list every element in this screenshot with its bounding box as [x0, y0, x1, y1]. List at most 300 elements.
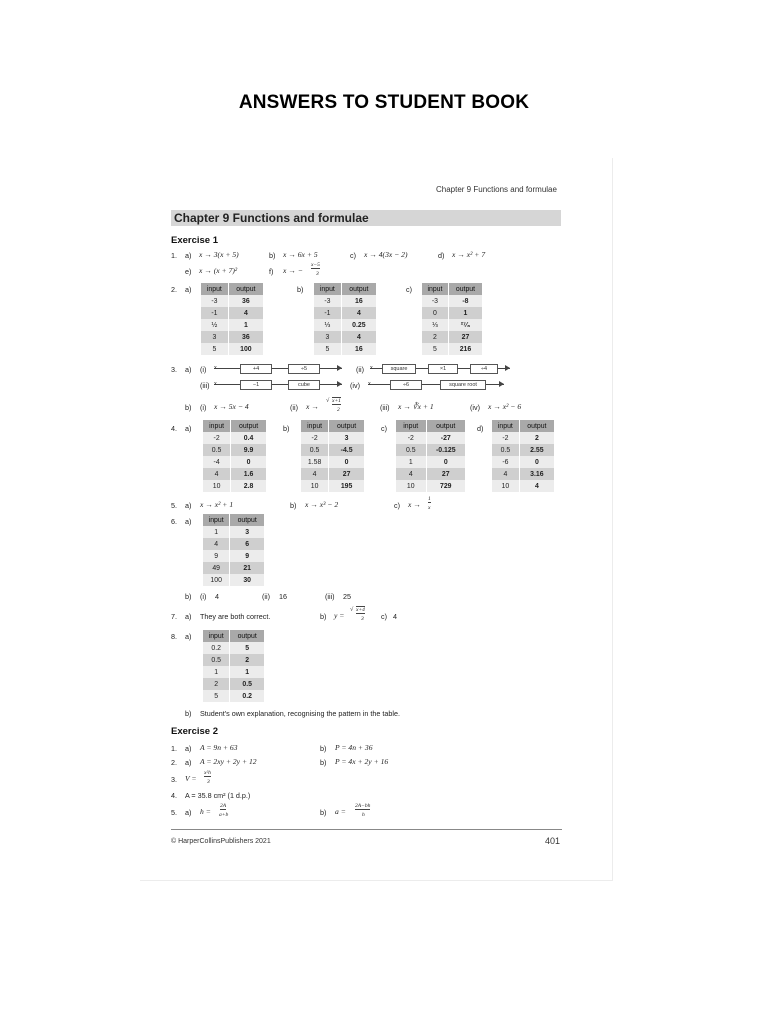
output-cell: 27: [329, 468, 364, 480]
q7-a-label: a): [185, 612, 192, 621]
column-header: input: [201, 283, 228, 295]
output-cell: 0.2: [230, 690, 264, 702]
q7-a-answer: They are both correct.: [200, 612, 271, 621]
q3-b-ii-prefix: x →: [306, 402, 319, 411]
output-cell: 3.16: [519, 468, 554, 480]
q1-b-label: b): [269, 251, 276, 260]
table-row: [492, 480, 554, 492]
input-cell: -2: [492, 432, 519, 444]
table-row: [203, 642, 264, 654]
output-cell: ²⁷⁄₈: [448, 319, 482, 331]
input-cell: 0.5: [203, 444, 231, 456]
ex2-q5-b-numerator: 2A−bh: [355, 803, 371, 809]
q1-d-answer: x → x² + 7: [452, 250, 486, 259]
output-cell: 1: [228, 319, 263, 331]
q8-a-table: [203, 630, 264, 702]
q6-b-iii-answer: 25: [343, 592, 351, 601]
table-row: [203, 574, 264, 586]
output-cell: 729: [426, 480, 465, 492]
q3-b-iv-answer: x → x² − 6: [488, 402, 522, 411]
input-cell: 10: [396, 480, 426, 492]
q1-b-answer: x → 6x + 5: [283, 250, 318, 259]
input-cell: ½: [201, 319, 228, 331]
output-cell: 36: [228, 331, 263, 343]
q3-b-i-label: (i): [200, 403, 207, 412]
input-cell: 10: [203, 480, 231, 492]
ex2-q3-denominator: 3: [207, 779, 210, 785]
q4-number: 4.: [171, 424, 177, 433]
ex2-q3-prefix: V =: [185, 774, 197, 783]
table-row: [396, 480, 465, 492]
table-row: [203, 654, 264, 666]
table-row: [201, 331, 263, 343]
table-header-row: [301, 420, 364, 432]
output-cell: -0.125: [426, 444, 465, 456]
output-cell: 0: [519, 456, 554, 468]
ex2-q4-answer: A = 35.8 cm² (1 d.p.): [185, 791, 251, 800]
table-header-row: [422, 283, 482, 295]
q2-c-table: [422, 283, 482, 355]
output-cell: 4: [341, 331, 376, 343]
input-cell: 49: [203, 562, 230, 574]
q2-a-table: [201, 283, 263, 355]
input-cell: 1: [396, 456, 426, 468]
table-row: [314, 343, 376, 355]
output-cell: 21: [230, 562, 264, 574]
output-cell: 100: [228, 343, 263, 355]
ex2-q2-a-answer: A = 2xy + 2y + 12: [200, 757, 257, 766]
q4-d-label: d): [477, 424, 484, 433]
ex2-q5-a-numerator: 2A: [220, 803, 227, 809]
q4-c-label: c): [381, 424, 387, 433]
input-cell: 3: [314, 331, 341, 343]
input-cell: 1: [203, 526, 230, 538]
input-cell: 4: [396, 468, 426, 480]
output-cell: 4: [341, 307, 376, 319]
q5-b-answer: x → x³ − 2: [305, 500, 339, 509]
q1-f-label: f): [269, 267, 274, 276]
input-cell: 9: [203, 550, 230, 562]
q6-b-ii-answer: 16: [279, 592, 287, 601]
table-row: [314, 331, 376, 343]
table-row: [492, 432, 554, 444]
output-cell: 9: [230, 550, 264, 562]
machine-box: ÷6: [390, 380, 422, 390]
table-row: [492, 456, 554, 468]
table-row: [301, 432, 364, 444]
column-header: output: [230, 514, 264, 526]
column-header: input: [314, 283, 341, 295]
q5-c-label: c): [394, 501, 400, 510]
q7-c-answer: 4: [393, 612, 397, 621]
input-cell: 100: [203, 574, 230, 586]
q6-a-table: [203, 514, 264, 586]
running-header: Chapter 9 Functions and formulae: [436, 185, 557, 194]
output-cell: 2.8: [231, 480, 266, 492]
output-cell: 216: [448, 343, 482, 355]
ex2-q1-number: 1.: [171, 744, 177, 753]
q8-a-label: a): [185, 632, 192, 641]
input-cell: -2: [301, 432, 329, 444]
output-cell: 0: [231, 456, 266, 468]
output-cell: 2.55: [519, 444, 554, 456]
input-cell: -3: [201, 295, 228, 307]
output-cell: 6: [230, 538, 264, 550]
table-row: [396, 468, 465, 480]
table-row: [201, 295, 263, 307]
machine-box: square: [382, 364, 416, 374]
column-header: output: [230, 630, 264, 642]
q1-f-numerator: x−5: [311, 262, 320, 268]
output-cell: 0.25: [341, 319, 376, 331]
output-cell: -27: [426, 432, 465, 444]
input-cell: 4: [492, 468, 519, 480]
q3-number: 3.: [171, 365, 177, 374]
ex2-q5-a-denominator: a+b: [219, 812, 229, 818]
q3-b-ii-denominator: 2: [337, 407, 340, 413]
column-header: output: [329, 420, 364, 432]
q3-ii-label: (ii): [356, 365, 364, 374]
ex2-q3-numerator: x²h: [204, 770, 211, 776]
q6-number: 6.: [171, 517, 177, 526]
column-header: output: [341, 283, 376, 295]
output-cell: 16: [341, 343, 376, 355]
output-cell: 27: [426, 468, 465, 480]
radical-sign: √: [326, 398, 330, 404]
q7-c-label: c): [381, 612, 387, 621]
ex2-q5-number: 5.: [171, 808, 177, 817]
q2-a-label: a): [185, 285, 192, 294]
table-row: [203, 678, 264, 690]
q2-b-table: [314, 283, 376, 355]
input-cell: ⅓: [314, 319, 341, 331]
column-header: output: [519, 420, 554, 432]
ex2-q5-a-prefix: h =: [200, 807, 211, 816]
column-header: input: [396, 420, 426, 432]
ex2-q2-b-answer: P = 4x + 2y + 16: [335, 757, 389, 766]
machine-box: −1: [240, 380, 272, 390]
exercise-2-heading: Exercise 2: [171, 726, 219, 737]
machine-line: [214, 384, 342, 385]
input-cell: 0.5: [492, 444, 519, 456]
table-row: [203, 444, 266, 456]
table-row: [203, 456, 266, 468]
column-header: output: [231, 420, 266, 432]
table-header-row: [203, 630, 264, 642]
arrow-icon: [505, 365, 510, 371]
machine-box: cube: [288, 380, 320, 390]
table-row: [203, 538, 264, 550]
table-row: [203, 690, 264, 702]
table-row: [203, 432, 266, 444]
table-row: [396, 432, 465, 444]
table-row: [203, 468, 266, 480]
q3-b-iii-answer: x → ∛x + 1: [398, 402, 434, 411]
table-header-row: [396, 420, 465, 432]
q3-b-i-answer: x → 5x − 4: [214, 402, 249, 411]
q6-b-i-label: (i): [200, 592, 207, 601]
table-row: [422, 319, 482, 331]
input-cell: 5: [314, 343, 341, 355]
q5-b-label: b): [290, 501, 297, 510]
input-cell: 4: [203, 468, 231, 480]
q4-a-table: [203, 420, 266, 492]
page-number: 401: [545, 836, 561, 846]
table-row: [422, 343, 482, 355]
table-row: [301, 468, 364, 480]
q8-b-label: b): [185, 709, 192, 718]
table-header-row: [203, 420, 266, 432]
q5-a-label: a): [185, 501, 192, 510]
output-cell: 9.9: [231, 444, 266, 456]
input-cell: 1.58: [301, 456, 329, 468]
q1-a-answer: x → 3(x + 5): [199, 250, 239, 259]
ex2-q3-number: 3.: [171, 775, 177, 784]
q3-iii-label: (iii): [200, 381, 210, 390]
q3-a-label: a): [185, 365, 192, 374]
q7-b-label: b): [320, 612, 327, 621]
output-cell: 30: [230, 574, 264, 586]
q5-c-denominator: x: [428, 505, 431, 511]
q5-c-prefix: x →: [408, 500, 421, 509]
ex2-q1-b-answer: P = 4n + 36: [335, 743, 373, 752]
output-cell: 36: [228, 295, 263, 307]
q7-number: 7.: [171, 612, 177, 621]
machine-box: ÷5: [288, 364, 320, 374]
q6-b-ii-label: (ii): [262, 592, 270, 601]
table-row: [301, 444, 364, 456]
table-row: [422, 331, 482, 343]
ex2-q2-a-label: a): [185, 758, 192, 767]
q1-d-label: d): [438, 251, 445, 260]
q1-e-label: e): [185, 267, 192, 276]
q4-c-table: [396, 420, 465, 492]
output-cell: -8: [448, 295, 482, 307]
output-cell: 4: [228, 307, 263, 319]
output-cell: 2: [519, 432, 554, 444]
input-cell: 5: [203, 690, 230, 702]
output-cell: -4.5: [329, 444, 364, 456]
ex2-q4-number: 4.: [171, 791, 177, 800]
ex2-q1-b-label: b): [320, 744, 327, 753]
input-cell: 0.2: [203, 642, 230, 654]
input-cell: 5: [201, 343, 228, 355]
table-row: [396, 444, 465, 456]
table-row: [314, 295, 376, 307]
q1-e-answer: x → (x + 7)²: [199, 266, 238, 275]
input-cell: 5: [422, 343, 448, 355]
column-header: output: [448, 283, 482, 295]
table-header-row: [203, 514, 264, 526]
table-row: [203, 480, 266, 492]
table-header-row: [492, 420, 554, 432]
table-row: [201, 343, 263, 355]
column-header: output: [426, 420, 465, 432]
q3-iii-function-machine: [214, 380, 342, 389]
input-cell: -1: [201, 307, 228, 319]
q4-b-label: b): [283, 424, 290, 433]
q3-iv-label: (iv): [350, 381, 360, 390]
q1-c-label: c): [350, 251, 356, 260]
column-header: input: [422, 283, 448, 295]
column-header: input: [301, 420, 329, 432]
output-cell: 16: [341, 295, 376, 307]
q6-b-label: b): [185, 592, 192, 601]
input-cell: 1: [203, 666, 230, 678]
machine-box: ×1: [428, 364, 458, 374]
document-title: ANSWERS TO STUDENT BOOK: [238, 92, 530, 113]
input-cell: 2: [203, 678, 230, 690]
table-row: [201, 319, 263, 331]
q2-c-label: c): [406, 285, 412, 294]
output-cell: 195: [329, 480, 364, 492]
table-row: [301, 480, 364, 492]
q6-b-iii-label: (iii): [325, 592, 335, 601]
q3-i-label: (i): [200, 365, 207, 374]
output-cell: 0.5: [230, 678, 264, 690]
input-cell: -2: [203, 432, 231, 444]
output-cell: 0: [329, 456, 364, 468]
input-cell: 0.5: [203, 654, 230, 666]
input-cell: 3: [201, 331, 228, 343]
ex2-q5-a-label: a): [185, 808, 192, 817]
output-cell: 1.6: [231, 468, 266, 480]
q3-b-iii-label: (iii): [380, 403, 390, 412]
chapter-title: Chapter 9 Functions and formulae: [174, 211, 369, 225]
q3-iv-function-machine: [368, 380, 504, 389]
output-cell: 4: [519, 480, 554, 492]
ex2-q2-number: 2.: [171, 758, 177, 767]
table-row: [492, 444, 554, 456]
q7-b-denominator: 3: [361, 616, 364, 622]
q1-c-answer: x → 4(3x − 2): [364, 250, 408, 259]
q3-b-ii-numerator: x+1: [332, 398, 341, 404]
q3-i-function-machine: [214, 364, 342, 373]
table-row: [422, 307, 482, 319]
input-cell: 0.5: [396, 444, 426, 456]
ex2-q2-b-label: b): [320, 758, 327, 767]
table-row: [396, 456, 465, 468]
input-cell: -1: [314, 307, 341, 319]
output-cell: 3: [230, 526, 264, 538]
input-cell: 2: [422, 331, 448, 343]
q6-a-label: a): [185, 517, 192, 526]
publisher-footer: © HarperCollinsPublishers 2021: [171, 838, 271, 845]
q3-ii-function-machine: [370, 364, 510, 373]
input-cell: 10: [301, 480, 329, 492]
q1-f-denominator: 3: [316, 271, 319, 277]
q1-f-prefix: x → −: [283, 266, 303, 275]
scanned-answer-page: [140, 158, 613, 881]
input-x: x: [370, 365, 373, 371]
exercise-1-heading: Exercise 1: [171, 235, 219, 246]
ex2-q1-a-label: a): [185, 744, 192, 753]
table-row: [314, 319, 376, 331]
q7-b-prefix: y =: [334, 611, 345, 620]
input-cell: -3: [422, 295, 448, 307]
ex2-q5-b-label: b): [320, 808, 327, 817]
input-cell: -4: [203, 456, 231, 468]
output-cell: 27: [448, 331, 482, 343]
input-cell: -3: [314, 295, 341, 307]
q4-a-label: a): [185, 424, 192, 433]
q4-b-table: [301, 420, 364, 492]
ex2-q1-a-answer: A = 9n + 63: [200, 743, 238, 752]
input-cell: ⅓: [422, 319, 448, 331]
q8-number: 8.: [171, 632, 177, 641]
input-cell: 4: [301, 468, 329, 480]
q7-b-numerator: x+4: [356, 607, 365, 613]
table-row: [203, 562, 264, 574]
q5-number: 5.: [171, 501, 177, 510]
column-header: input: [203, 420, 231, 432]
output-cell: 0.4: [231, 432, 266, 444]
input-cell: -2: [396, 432, 426, 444]
input-cell: 0: [422, 307, 448, 319]
table-row: [492, 468, 554, 480]
machine-box: square root: [440, 380, 486, 390]
arrow-icon: [499, 381, 504, 387]
output-cell: 0: [426, 456, 465, 468]
table-header-row: [201, 283, 263, 295]
output-cell: 1: [230, 666, 264, 678]
input-cell: 10: [492, 480, 519, 492]
table-row: [314, 307, 376, 319]
q3-b-iv-label: (iv): [470, 403, 480, 412]
arrow-icon: [337, 365, 342, 371]
q6-b-i-answer: 4: [215, 592, 219, 601]
footer-rule: [171, 829, 562, 830]
q1-a-label: a): [185, 251, 192, 260]
column-header: input: [203, 514, 230, 526]
output-cell: 1: [448, 307, 482, 319]
q3-b-label: b): [185, 403, 192, 412]
radical-sign: √: [350, 607, 354, 613]
column-header: input: [203, 630, 230, 642]
q2-b-label: b): [297, 285, 304, 294]
machine-box: ÷4: [470, 364, 498, 374]
table-row: [203, 550, 264, 562]
input-x: x: [368, 381, 371, 387]
arrow-icon: [337, 381, 342, 387]
ex2-q5-b-prefix: a =: [335, 807, 346, 816]
q5-c-numerator: 1: [428, 496, 431, 502]
input-x: x: [214, 381, 217, 387]
q2-number: 2.: [171, 285, 177, 294]
machine-box: +4: [240, 364, 272, 374]
table-row: [301, 456, 364, 468]
q8-b-answer: Student's own explanation, recognising the pattern in the table.: [200, 709, 400, 718]
column-header: output: [228, 283, 263, 295]
input-cell: -6: [492, 456, 519, 468]
q4-d-table: [492, 420, 554, 492]
q3-b-ii-label: (ii): [290, 403, 298, 412]
column-header: input: [492, 420, 519, 432]
input-x: x: [214, 365, 217, 371]
table-row: [203, 666, 264, 678]
input-cell: 0.5: [301, 444, 329, 456]
input-cell: 4: [203, 538, 230, 550]
q5-a-answer: x → x² + 1: [200, 500, 234, 509]
table-row: [201, 307, 263, 319]
table-header-row: [314, 283, 376, 295]
output-cell: 5: [230, 642, 264, 654]
q1-number: 1.: [171, 251, 177, 260]
machine-line: [214, 368, 342, 369]
ex2-q5-b-denominator: h: [362, 812, 365, 818]
table-row: [422, 295, 482, 307]
output-cell: 2: [230, 654, 264, 666]
